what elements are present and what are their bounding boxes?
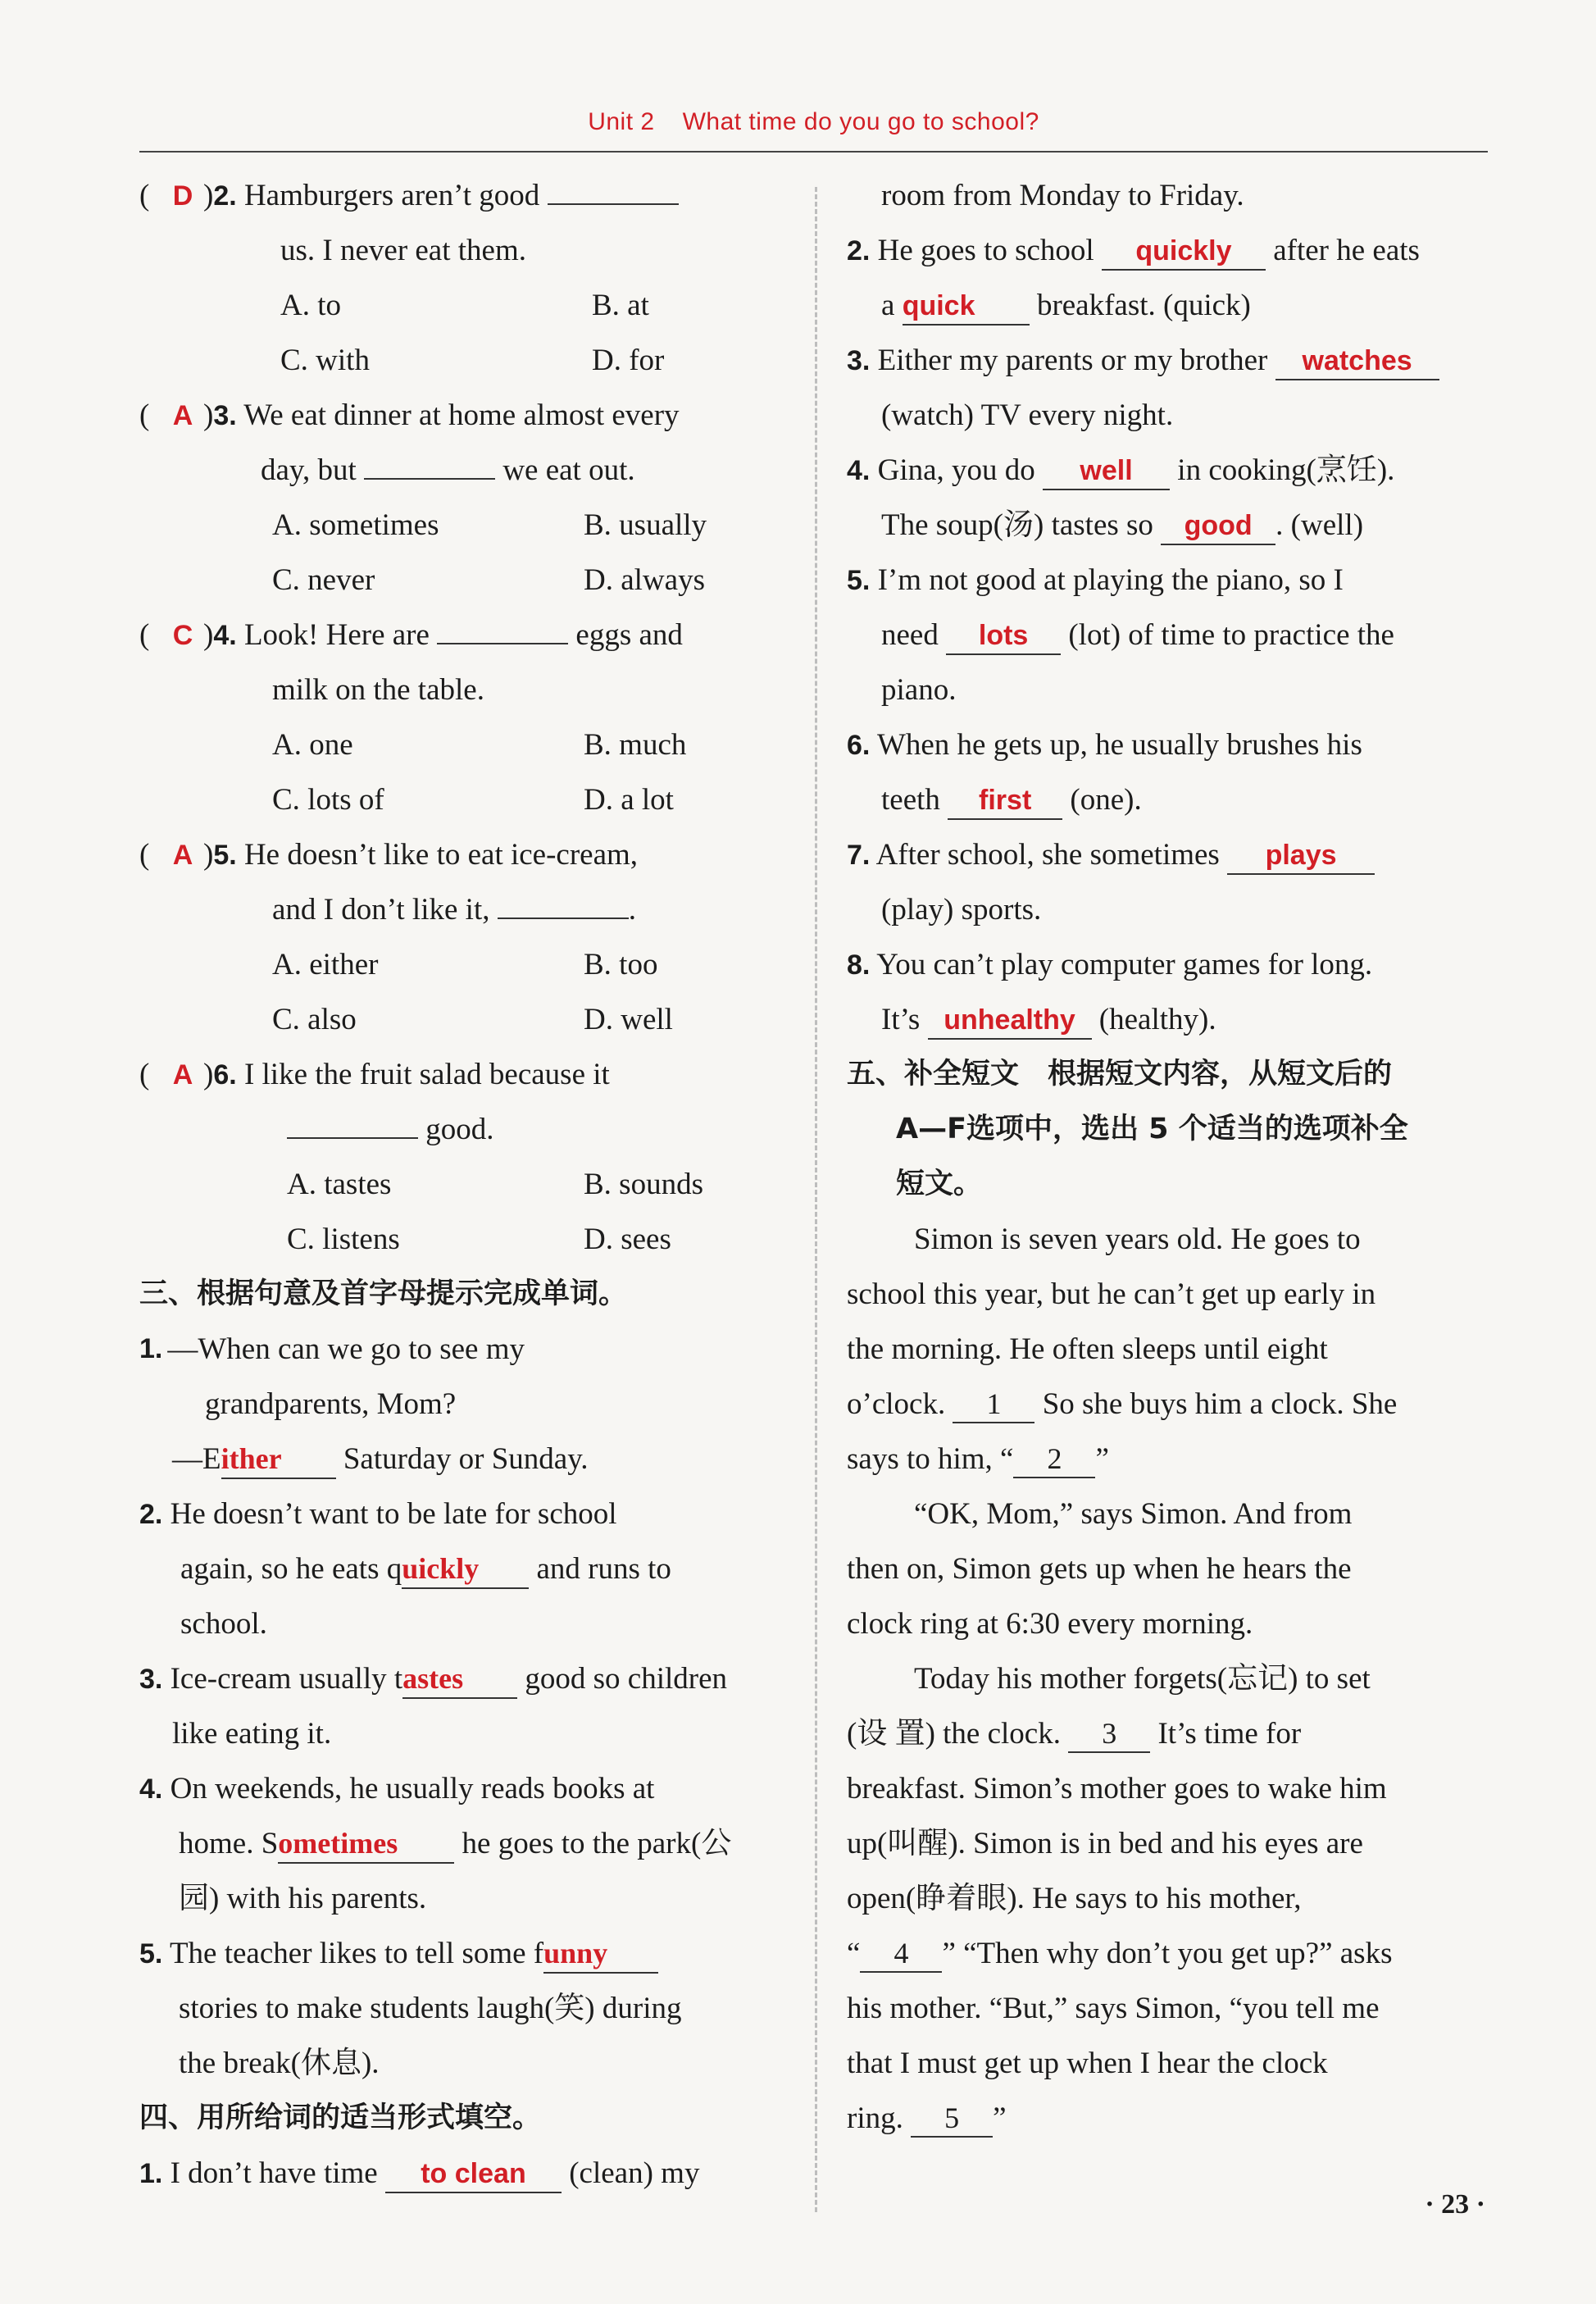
- mc-question-4: ( C )4. Look! Here are eggs and: [139, 608, 787, 663]
- passage-line: says to him, “ 2 ”: [847, 1432, 1488, 1487]
- passage-line: ring. 5 ”: [847, 2091, 1488, 2146]
- filled-answer: uickly: [402, 1552, 480, 1585]
- sec4-question-5: 5. I’m not good at playing the piano, so I: [847, 563, 1344, 597]
- mc-options: C. with D. for: [280, 344, 665, 377]
- passage-blank-5: 5: [911, 2100, 993, 2138]
- filled-answer: well: [1080, 455, 1133, 486]
- passage-line: “ 4 ” “Then why don’t you get up?” asks: [847, 1926, 1488, 1981]
- mc-question-3: ( A )3. We eat dinner at home almost every: [139, 388, 787, 443]
- section-3-title: 三、根据句意及首字母提示完成单词。: [139, 1277, 628, 1310]
- sec4-question-6: 6. When he gets up, he usually brushes his: [847, 728, 1362, 762]
- mc-options: A. sometimes B. usually: [272, 508, 707, 542]
- filled-answer: astes: [402, 1662, 464, 1695]
- mc-question-5: ( A )5. He doesn’t like to eat ice-cream,: [139, 827, 787, 882]
- sec3-question-3: 3. Ice-cream usually tastes good so children: [139, 1651, 787, 1706]
- mc-answer: D: [172, 180, 193, 212]
- sec4-question-7: 7. After school, she sometimes plays: [847, 827, 1488, 882]
- passage-blank-3: 3: [1068, 1715, 1150, 1753]
- sec4-question-8: 8. You can’t play computer games for long.: [847, 948, 1373, 981]
- filled-answer: plays: [1265, 840, 1337, 871]
- sec4-question-3: 3. Either my parents or my brother watches: [847, 333, 1488, 388]
- page-number: · 23 ·: [1425, 2189, 1485, 2220]
- passage-line: Simon is seven years old. He goes to: [914, 1223, 1361, 1256]
- passage-line: then on, Simon gets up when he hears the: [847, 1552, 1352, 1586]
- mc-options: A. to B. at: [280, 289, 649, 322]
- mc-options: A. either B. too: [272, 948, 658, 981]
- answer-blank: [287, 1137, 418, 1139]
- filled-answer: quickly: [1135, 235, 1232, 266]
- passage-line: Today his mother forgets(忘记) to set: [914, 1662, 1371, 1696]
- mc-answer: A: [172, 1059, 193, 1091]
- column-divider: [815, 187, 817, 2212]
- answer-blank: [498, 918, 629, 919]
- passage-line: o’clock. 1 So she buys him a clock. She: [847, 1377, 1488, 1432]
- sec3-question-5: 5. The teacher likes to tell some funny: [139, 1926, 787, 1981]
- answer-blank: [364, 478, 495, 480]
- mc-answer: A: [172, 400, 193, 431]
- passage-line: breakfast. Simon’s mother goes to wake him: [847, 1772, 1387, 1805]
- passage-line: (设 置) the clock. 3 It’s time for: [847, 1706, 1488, 1761]
- unit-title: What time do you go to school?: [682, 108, 1039, 135]
- filled-answer: good: [1184, 510, 1253, 541]
- sec3-question-1: 1. —When can we go to see my: [139, 1332, 525, 1366]
- mc-question-2: ( D )2. Hamburgers aren’t good: [139, 168, 787, 223]
- passage-line: “OK, Mom,” says Simon. And from: [914, 1497, 1353, 1531]
- filled-answer: unhealthy: [944, 1004, 1075, 1036]
- header-rule: [139, 151, 1488, 153]
- filled-answer: ometimes: [278, 1827, 398, 1860]
- sec3-question-2: 2. He doesn’t want to be late for school: [139, 1497, 617, 1531]
- mc-options: C. listens D. sees: [287, 1223, 671, 1256]
- filled-answer: first: [979, 785, 1032, 816]
- right-column: room from Monday to Friday. 2. He goes to school quickly after he eats a quick breakfast. (quick) 3. Either my parents or my brother watches (watch) TV every night. 4. Gina, you do well in cooking(烹饪). The soup(汤) tastes so good . (well) 5. I’m not good at playing the piano, so I need lots (lot) of time to practice the piano. 6. When he gets up, he usually brushes his teeth first (one). 7. After school, she sometimes plays (play) sports. 8. You can’t play computer games for long. It’s unhealthy (healthy). 五、补全短文 根据短文内容，从短文后的 A—F选项中，选出 5 个适当的选项补全 短文。 Simon is seven years old. He goes to school this year, but he can’t get up early in the morning. He often sleeps until eight o’clock. 1 So she buys him a clock. She says to him, “ 2 ” “OK, Mom,” says Simon. And from then on, Simon gets up when he hears the clock ring at 6:30 every morning. Today his mother forgets(忘记) to set (设 置) the clock. 3 It’s time for breakfast. Simon’s mother goes to wake him up(叫醒). Simon is in bed and his eyes are open(睁着眼). He says to his mother, “ 4 ” “Then why don’t you get up?” asks his mother. “But,” says Simon, “you tell me that I must get up when I hear the clock ring. 5 ”: [847, 168, 1488, 2146]
- mc-question-6: ( A )6. I like the fruit salad because it: [139, 1047, 787, 1102]
- section-4-title: 四、用所给词的适当形式填空。: [139, 2101, 542, 2134]
- passage-blank-2: 2: [1013, 1441, 1095, 1478]
- answer-blank: [437, 643, 568, 644]
- mc-options: C. never D. always: [272, 563, 705, 597]
- filled-answer: quick: [902, 290, 975, 321]
- passage-line: clock ring at 6:30 every morning.: [847, 1607, 1253, 1641]
- filled-answer: to clean: [421, 2158, 526, 2189]
- filled-answer: ither: [221, 1442, 282, 1475]
- section-5-title: 五、补全短文 根据短文内容，从短文后的: [847, 1058, 1393, 1091]
- sec3-question-4: 4. On weekends, he usually reads books at: [139, 1772, 655, 1805]
- sec4-question-4: 4. Gina, you do well in cooking(烹饪).: [847, 443, 1488, 498]
- passage-blank-4: 4: [860, 1935, 942, 1973]
- passage-line: the morning. He often sleeps until eight: [847, 1332, 1328, 1366]
- passage-line: that I must get up when I hear the clock: [847, 2047, 1328, 2080]
- passage-line: school this year, but he can’t get up early in: [847, 1277, 1376, 1311]
- passage-blank-1: 1: [953, 1386, 1034, 1423]
- sec4-question-1: 1. I don’t have time to clean (clean) my: [139, 2146, 787, 2201]
- left-column: ( D )2. Hamburgers aren’t good us. I never eat them. A. to B. at C. with D. for ( A )3. We eat dinner at home almost every day, but we eat out. A. sometimes B. usually C. never D. always ( C )4. Look! Here are eggs and milk on the table. A. one B. much C. lots of D. a lot ( A )5. He doesn’t like to eat ice-cream, and I don’t like it, . A. either B. too C. also D. well ( A )6. I like the fruit salad because it good. A. tastes B. sounds C. listens D. sees 三、根据句意及首字母提示完成单词。 1. —When can we go to see my grandparents, Mom? —Either Saturday or Sunday. 2. He doesn’t want to be late for school again, so he eats quickly and runs to school. 3. Ice-cream usually tastes good so children like eating it. 4. On weekends, he usually reads books at home. Sometimes he goes to the park(公 园) with his parents. 5. The teacher likes to tell some funny stories to make students laugh(笑) during the break(休息). 四、用所给词的适当形式填空。 1. I don’t have time to clean (clean) my: [139, 168, 787, 2201]
- mc-answer: A: [172, 840, 193, 871]
- passage-line: his mother. “But,” says Simon, “you tell me: [847, 1992, 1380, 2025]
- passage-line: up(叫醒). Simon is in bed and his eyes are: [847, 1827, 1363, 1860]
- mc-options: C. lots of D. a lot: [272, 783, 674, 817]
- mc-options: C. also D. well: [272, 1003, 673, 1036]
- mc-options: A. one B. much: [272, 728, 687, 762]
- filled-answer: unny: [543, 1937, 608, 1969]
- page-header: [139, 108, 1488, 136]
- passage-line: open(睁着眼). He says to his mother,: [847, 1882, 1302, 1915]
- mc-answer: C: [172, 620, 193, 651]
- answer-blank: [548, 203, 679, 205]
- unit-label: Unit 2: [588, 108, 655, 135]
- mc-options: A. tastes B. sounds: [287, 1168, 703, 1201]
- sec4-question-2: 2. He goes to school quickly after he eats: [847, 223, 1488, 278]
- filled-answer: lots: [978, 620, 1029, 651]
- filled-answer: watches: [1302, 345, 1412, 376]
